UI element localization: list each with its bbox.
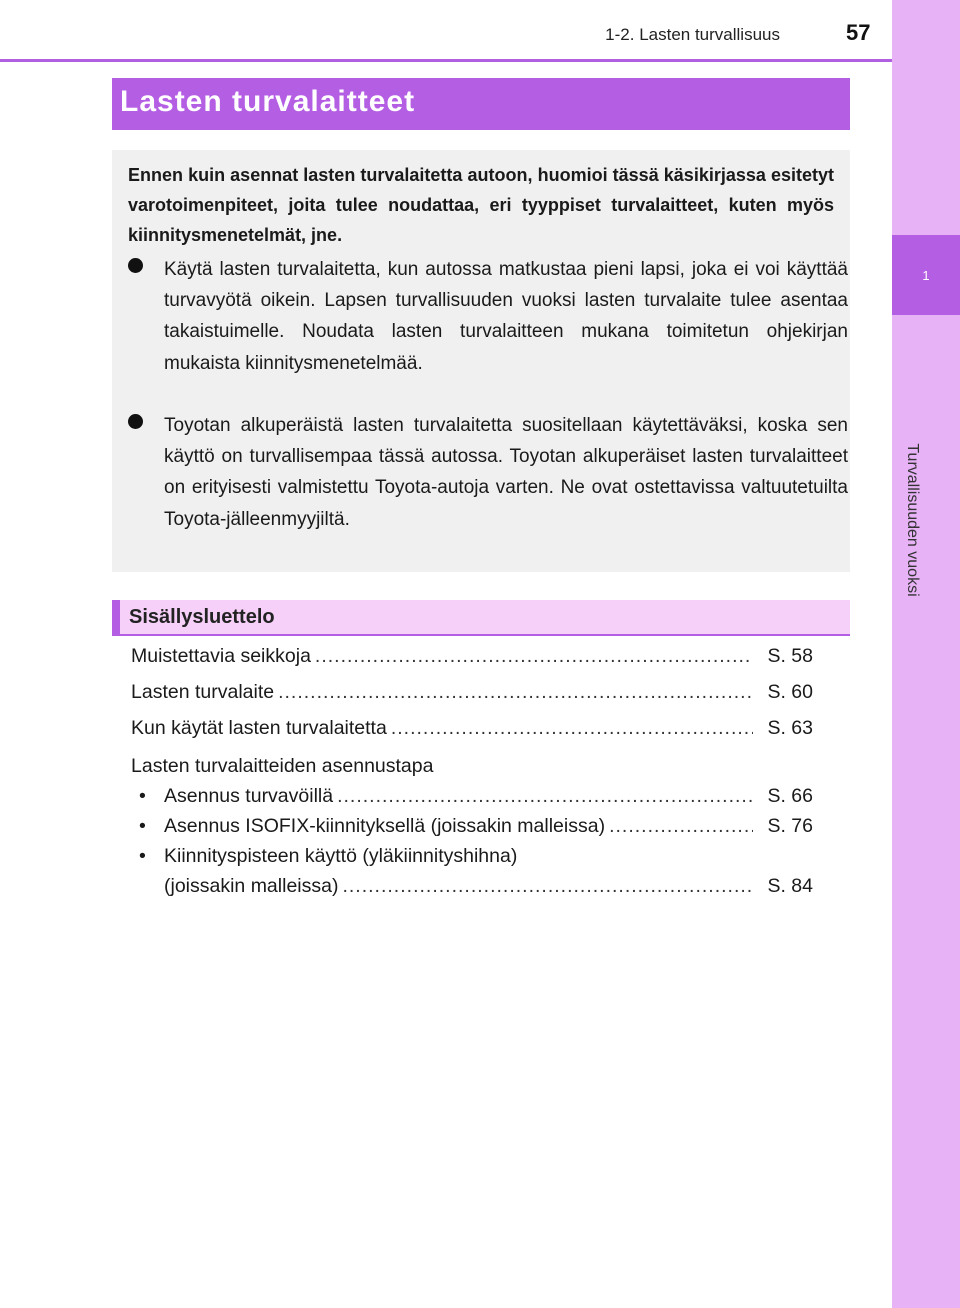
- chapter-label-text: Turvallisuuden vuoksi: [904, 443, 921, 597]
- toc-bullet: •: [139, 845, 146, 867]
- side-tab-strip: [892, 0, 960, 1308]
- bullet-text: Toyotan alkuperäistä lasten turvalaitetta suositellaan käytettäväksi, koska sen käyttö on turvallisempaa tässä autossa. Toyotan alkuperäiset lasten turvalaitteet on erityisesti valmistettu Toyota-autoja varten. Ne ovat ostettavissa valtuutetuilta Toyota-jälleenmyyjiltä.: [164, 415, 848, 530]
- contents-heading: Sisällysluettelo: [129, 606, 275, 628]
- toc-subentry[interactable]: [131, 815, 813, 841]
- toc-entry-label: Kun käytät lasten turvalaitetta: [131, 717, 387, 739]
- contents-heading-accent: [112, 600, 120, 634]
- contents-heading-bar: [112, 600, 850, 634]
- toc-leader: [315, 645, 754, 668]
- toc-entry-label: Lasten turvalaite: [131, 681, 275, 703]
- chapter-number: 1: [922, 267, 930, 283]
- toc-bullet: •: [139, 815, 146, 837]
- toc-entry-label: (joissakin malleissa): [164, 875, 339, 897]
- page-number: 57: [846, 20, 871, 45]
- toc-leader: [278, 681, 753, 704]
- toc-subentry[interactable]: [131, 845, 813, 871]
- section-title: 1-2. Lasten turvallisuus: [605, 25, 780, 44]
- page-title-banner: [112, 78, 850, 130]
- chapter-tab[interactable]: [892, 235, 960, 315]
- toc-leader: [337, 785, 753, 808]
- toc-entry-page: S. 63: [767, 717, 813, 739]
- toc-entry-page: S. 84: [767, 875, 813, 897]
- bullet-dot-icon: [128, 258, 143, 273]
- toc-leader: [609, 815, 753, 838]
- toc-leader: [391, 717, 754, 740]
- toc-entry[interactable]: [131, 681, 813, 707]
- bullet-dot-icon: [128, 414, 143, 429]
- toc-group-label: Lasten turvalaitteiden asennustapa: [131, 755, 434, 777]
- toc-entry-label: Muistettavia seikkoja: [131, 645, 311, 667]
- toc-entry-label: Kiinnityspisteen käyttö (yläkiinnityshihna): [164, 845, 518, 867]
- toc-entry[interactable]: [131, 645, 813, 671]
- toc-entry-page: S. 58: [767, 645, 813, 667]
- toc-entry-label: Asennus turvavöillä: [164, 785, 334, 807]
- toc-leader: [342, 875, 753, 898]
- page-title: Lasten turvalaitteet: [120, 85, 416, 118]
- toc-entry-label: Asennus ISOFIX-kiinnityksellä (joissakin malleissa): [164, 815, 606, 837]
- toc-entry[interactable]: [131, 717, 813, 743]
- intro-box: [112, 150, 850, 572]
- toc-bullet: •: [139, 785, 146, 807]
- toc-entry-page: S. 66: [767, 785, 813, 807]
- header-divider: [0, 59, 892, 62]
- toc-subentry[interactable]: [131, 785, 813, 811]
- contents-heading-rule: [112, 634, 850, 636]
- intro-bold-text: Ennen kuin asennat lasten turvalaitetta autoon, huomioi tässä käsikirjassa esitetyt varotoimenpiteet, joita tulee noudattaa, eri tyyppiset turvalaitteet, kuten myös kiinnitysmenetelmät, jne.: [128, 165, 834, 245]
- toc-entry-page: S. 76: [767, 815, 813, 837]
- bullet-text: Käytä lasten turvalaitetta, kun autossa matkustaa pieni lapsi, joka ei voi käyttää turvavyötä oikein. Lapsen turvallisuuden vuoksi lasten turvalaite tulee asentaa takaistuimelle. Noudata lasten turvalaitteen mukana toimitetun ohjekirjan mukaista kiinnitysmenetelmää.: [164, 259, 848, 374]
- toc-entry-page: S. 60: [767, 681, 813, 703]
- toc-subentry[interactable]: [131, 875, 813, 901]
